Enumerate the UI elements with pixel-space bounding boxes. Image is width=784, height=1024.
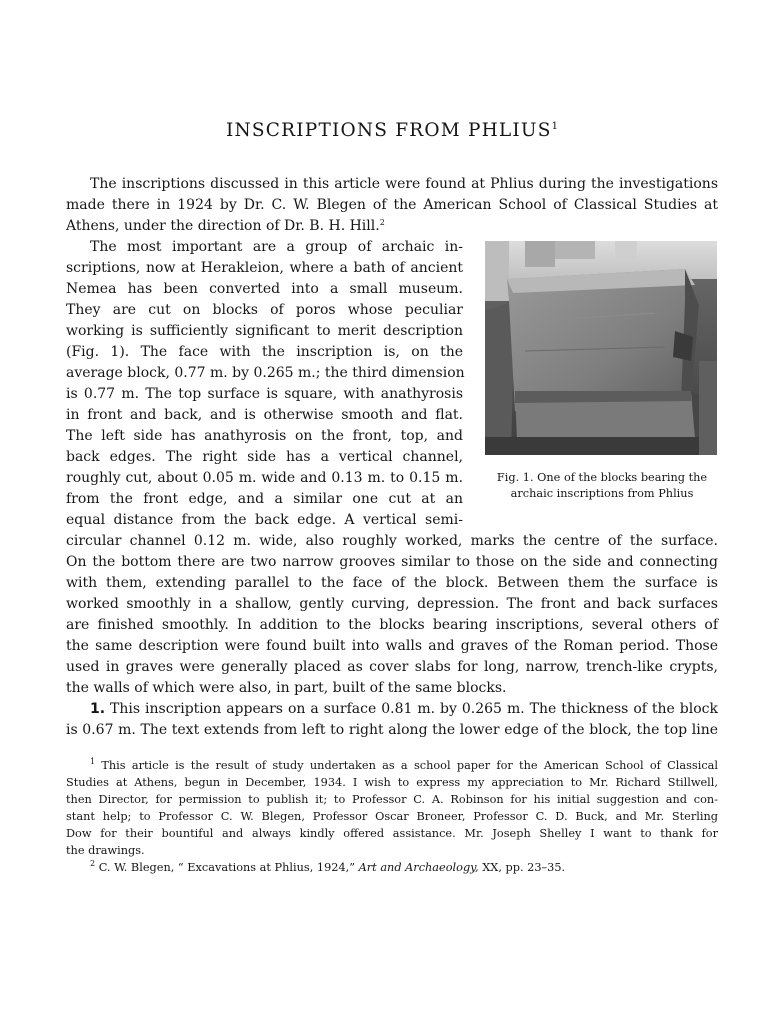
body-line: The most important are a group of archaic in-: [90, 239, 463, 255]
footnote-2-tail: XX, pp. 23–35.: [478, 861, 566, 874]
footnote-2-text: C. W. Blegen, “ Excavations at Phlius, 1924,”: [98, 861, 359, 874]
footnote-2-mark: 2: [90, 859, 96, 868]
body-line: equal distance from the back edge. A vertical semi-: [66, 512, 463, 528]
footnote-2-line: [66, 859, 718, 876]
footnote-1-line: Studies at Athens, begun in December, 1934. I wish to express my appreciation to Mr. Richard Stillwell,: [66, 776, 718, 789]
body-line: roughly cut, about 0.05 m. wide and 0.13 m. to 0.15 m.: [66, 470, 463, 486]
body-line: the walls of which were also, in part, built of the same blocks.: [66, 680, 507, 696]
body-line: the same description were found built into walls and graves of the Roman period. Those: [66, 638, 718, 654]
footnote-1-line: Dow for their bountiful and always kindly offered assistance. Mr. Joseph Shelley I want to thank for: [66, 827, 718, 840]
section-1-line: [66, 699, 718, 720]
body-line: They are cut on blocks of poros whose peculiar: [66, 302, 463, 318]
figure-photo: [485, 241, 717, 455]
body-line: On the bottom there are two narrow grooves similar to those on the side and connecting: [66, 554, 718, 570]
body-line: from the front edge, and a similar one cut at an: [66, 491, 463, 507]
title-footnote-mark: 1: [551, 121, 558, 132]
footnote-1-line: then Director, for permission to publish it; to Professor C. A. Robinson for his initial suggestion and con-: [66, 793, 718, 806]
body-line: back edges. The right side has a vertical channel,: [66, 449, 463, 465]
body-line: circular channel 0.12 m. wide, also roughly worked, marks the centre of the surface.: [66, 533, 718, 549]
body-line: are finished smoothly. In addition to the blocks bearing inscriptions, several others of: [66, 617, 718, 633]
intro-line: [66, 216, 718, 237]
body-line: in front and back, and is otherwise smooth and flat.: [66, 407, 463, 423]
journal-title: Art and Archaeology,: [358, 861, 479, 874]
figure-caption-line: archaic inscriptions from Phlius: [510, 487, 694, 500]
body-line: with them, extending parallel to the face of the block. Between them the surface is: [66, 575, 718, 591]
footnote-1-line: stant help; to Professor C. W. Blegen, Professor Oscar Broneer, Professor C. D. Buck, and Mr. Sterling: [66, 810, 718, 823]
body-line: worked smoothly in a shallow, gently curving, depression. The front and back surfaces: [66, 596, 718, 612]
section-number: 1.: [90, 701, 106, 717]
figure-caption-line: Fig. 1. One of the blocks bearing the: [496, 471, 708, 484]
intro-last-text: Athens, under the direction of Dr. B. H. Hill.: [66, 218, 380, 234]
footnote-1-line: the drawings.: [66, 844, 145, 857]
body-line: used in graves were generally placed as cover slabs for long, narrow, trench-like crypts,: [66, 659, 718, 675]
stone-block-image: [485, 241, 717, 455]
body-line: is 0.77 m. The top surface is square, with anathyrosis: [66, 386, 463, 402]
body-line: average block, 0.77 m. by 0.265 m.; the third dimension: [66, 365, 465, 381]
section-1-line: is 0.67 m. The text extends from left to right along the lower edge of the block, the top line: [66, 722, 718, 738]
body-line: scriptions, now at Herakleion, where a bath of ancient: [66, 260, 463, 276]
body-line: (Fig. 1). The face with the inscription is, on the: [66, 344, 463, 360]
body-line: The left side has anathyrosis on the front, top, and: [66, 428, 463, 444]
section-1-text: This inscription appears on a surface 0.81 m. by 0.265 m. The thickness of the block: [110, 701, 719, 717]
intro-line: made there in 1924 by Dr. C. W. Blegen of the American School of Classical Studies at: [66, 197, 718, 213]
intro-footnote-mark: 2: [379, 218, 385, 227]
footnote-1-text: This article is the result of study undertaken as a school paper for the American School of Classical: [101, 759, 718, 772]
footnote-1-mark: 1: [90, 757, 96, 766]
footnote-1-line: [66, 757, 718, 774]
article-title-text: INSCRIPTIONS FROM PHLIUS: [226, 120, 552, 141]
intro-line: The inscriptions discussed in this article were found at Phlius during the investigations: [90, 176, 718, 192]
body-line: Nemea has been converted into a small museum.: [66, 281, 463, 297]
body-line: working is sufficiently significant to merit description: [66, 323, 463, 339]
article-title: [0, 118, 784, 144]
